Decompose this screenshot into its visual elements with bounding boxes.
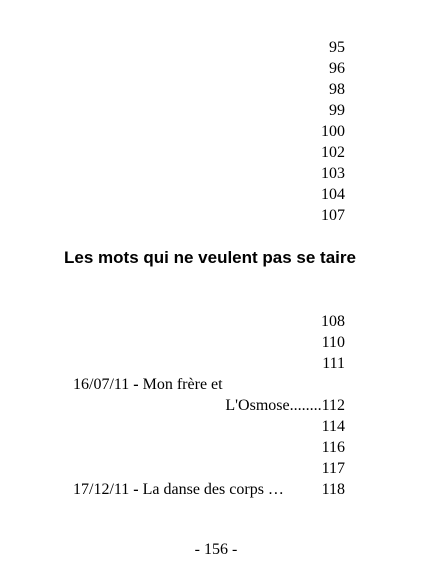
toc-page-number: 116: [321, 439, 345, 456]
toc-page-number: 112: [321, 397, 345, 414]
toc-section-words: [73, 311, 345, 500]
toc-entry[interactable]: [73, 437, 345, 458]
toc-entry[interactable]: [73, 416, 345, 437]
toc-entry[interactable]: [73, 142, 345, 163]
toc-page-number: 104: [321, 186, 345, 203]
toc-entry[interactable]: [73, 458, 345, 479]
toc-entry-date: 17/12/11: [73, 481, 130, 498]
toc-page-number: 102: [321, 144, 345, 161]
toc-page-number: 118: [321, 481, 345, 498]
toc-entry[interactable]: [73, 311, 345, 332]
toc-entry[interactable]: [73, 374, 345, 395]
toc-entry[interactable]: [73, 163, 345, 184]
toc-entry[interactable]: [73, 332, 345, 353]
toc-page-number: 103: [321, 165, 345, 182]
toc-page-number: 96: [329, 60, 345, 77]
toc-page-number: 95: [329, 39, 345, 56]
toc-entry[interactable]: [73, 58, 345, 79]
toc-entry[interactable]: [73, 37, 345, 58]
toc-entry-title: L'Osmose: [225, 397, 290, 414]
section-heading: Les mots qui ne veulent pas se taire: [64, 248, 356, 267]
toc-page-number: 110: [321, 334, 345, 351]
toc-page-number: 100: [321, 123, 345, 140]
toc-page-number: 111: [322, 355, 345, 372]
toc-entry-date: 16/07/11: [73, 376, 130, 393]
page-number-footer: - 156 -: [194, 541, 238, 558]
toc-section-days: [73, 37, 345, 226]
toc-entry[interactable]: [73, 121, 345, 142]
toc-entry[interactable]: [73, 100, 345, 121]
toc-entry[interactable]: [73, 205, 345, 226]
toc-entry[interactable]: [73, 353, 345, 374]
toc-entry[interactable]: [73, 79, 345, 100]
toc-page-number: 117: [321, 460, 345, 477]
toc-entry[interactable]: [73, 184, 345, 205]
toc-entry-title: Mon frère et: [142, 376, 223, 393]
toc-page-number: 114: [321, 418, 345, 435]
toc-entry[interactable]: [73, 479, 345, 500]
toc-page-number: 107: [321, 207, 345, 224]
toc-page-number: 99: [329, 102, 345, 119]
toc-entry-separator: -: [129, 376, 143, 393]
toc-entry-title: La danse des corps …: [142, 481, 284, 498]
toc-entry-continuation[interactable]: L'Osmose........112: [225, 397, 345, 414]
toc-entry-separator: -: [129, 481, 143, 498]
toc-page-number: 108: [321, 313, 345, 330]
toc-page-number: 98: [329, 81, 345, 98]
